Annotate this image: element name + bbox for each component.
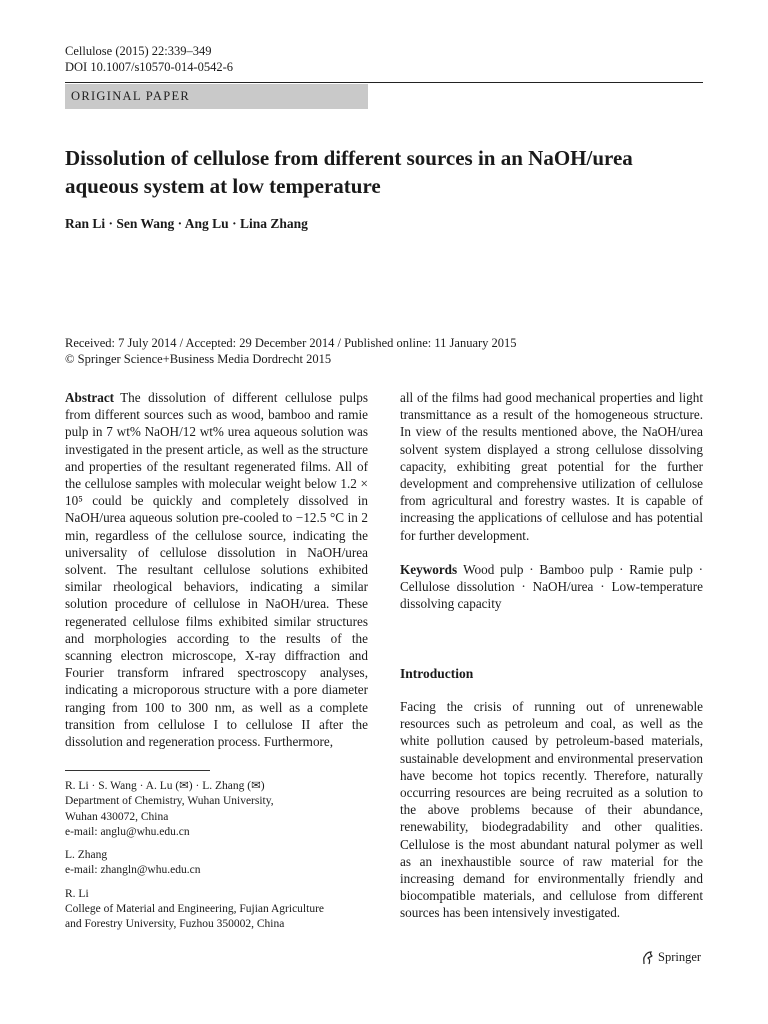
abstract-text-right: all of the films had good mechanical properties and light transmittance as a result of the homogeneous structure. In view of the results mentioned above, the NaOH/urea solvent system displayed a strong cellulose dissolving capacity, exhibiting great potential for the further development and comprehensive utilization of cellulose from agricultural and forestry wastes. It is capable of increasing the applications of cellulose and has potential for further development. <box>400 390 703 543</box>
paper-title: Dissolution of cellulose from different sources in an NaOH/urea aqueous system at low temperature <box>65 146 633 198</box>
header-rule <box>65 82 703 83</box>
affiliation-email[interactable]: e-mail: zhangln@whu.edu.cn <box>65 864 201 877</box>
abstract-column-right <box>400 389 703 544</box>
dates-line: Received: 7 July 2014 / Accepted: 29 December 2014 / Published online: 11 January 2015 <box>65 336 517 350</box>
affiliation-names: L. Zhang <box>65 849 108 862</box>
affiliation-email[interactable]: e-mail: anglu@whu.edu.cn <box>65 825 190 838</box>
affiliation-block <box>65 779 368 840</box>
introduction-heading: Introduction <box>400 666 474 681</box>
affiliation-line: and Forestry University, Fuzhou 350002, China <box>65 918 285 931</box>
footnote-rule <box>65 770 210 771</box>
affiliations <box>65 779 368 941</box>
keywords-label: Keywords <box>400 562 458 577</box>
keywords-block <box>400 561 703 613</box>
abstract-column-left <box>65 389 368 750</box>
affiliation-names: R. Li · S. Wang · A. Lu (✉) · L. Zhang (✉) <box>65 780 265 792</box>
section-tag: ORIGINAL PAPER <box>65 84 368 109</box>
affiliation-block <box>65 848 368 879</box>
abstract-text-left: The dissolution of different cellulose pulps from different sources such as wood, bamboo and ramie pulp in 7 wt% NaOH/12 wt% urea aqueous solution was investigated in the present article, as well as the structure and properties of the resultant regenerated films. All of the cellulose samples with molecular weight below 1.2 × 10⁵ could be quickly and completely dissolved in NaOH/urea aqueous solution pre-cooled to −12.5 °C in 2 min, regardless of the cellulose source, indicating the universality of cellulose dissolution in NaOH/urea solvent. The resultant cellulose solutions exhibited similar rheological behaviors, indicating a similar solution procedure of cellulose in NaOH/urea. These regenerated cellulose films exhibited similar structures and morphologies according to the results of the scanning electron microscope, X-ray diffraction and Fourier transform infrared spectroscopy analyses, indicating a microporous structure with a pore diameter ranging from 100 to 300 nm, as well as a complete transition from cellulose I to cellulose II after the dissolution and regeneration process. Furthermore, <box>65 390 368 750</box>
doi-line[interactable]: DOI 10.1007/s10570-014-0542-6 <box>65 60 234 74</box>
publication-history <box>65 335 517 367</box>
journal-citation <box>65 43 233 75</box>
springer-horse-icon <box>641 951 654 965</box>
author-list: Ran Li · Sen Wang · Ang Lu · Lina Zhang <box>65 216 308 231</box>
affiliation-names: R. Li <box>65 887 89 900</box>
abstract-label: Abstract <box>65 390 115 405</box>
keywords-text: Wood pulp · Bamboo pulp · Ramie pulp · Cellulose dissolution · NaOH/urea · Low-temperature dissolving capacity <box>400 562 703 612</box>
affiliation-block <box>65 887 368 933</box>
publisher-name: Springer <box>658 950 702 964</box>
affiliation-line: College of Material and Engineering, Fujian Agriculture <box>65 903 324 916</box>
copyright-line: © Springer Science+Business Media Dordrecht 2015 <box>65 352 332 366</box>
publisher-logo <box>641 950 701 965</box>
affiliation-city: Wuhan 430072, China <box>65 810 169 823</box>
affiliation-dept: Department of Chemistry, Wuhan University, <box>65 795 274 808</box>
journal-line: Cellulose (2015) 22:339–349 <box>65 44 212 58</box>
introduction-text: Facing the crisis of running out of unrenewable resources such as petroleum and coal, as well as the white pollution caused by petroleum-based materials, sustainable development and environmental preservation have become hot topics recently. Therefore, naturally occurring resources are being recruited as a solution to the above problems because of their abundance, renewability, biodegradability and other qualities. Cellulose is the most abundant natural polymer as well as an inexhaustible source of raw material for the increasing demand for environmentally friendly and biocompatible materials, and cellulose from different sources has been intensively investigated. <box>400 699 703 921</box>
